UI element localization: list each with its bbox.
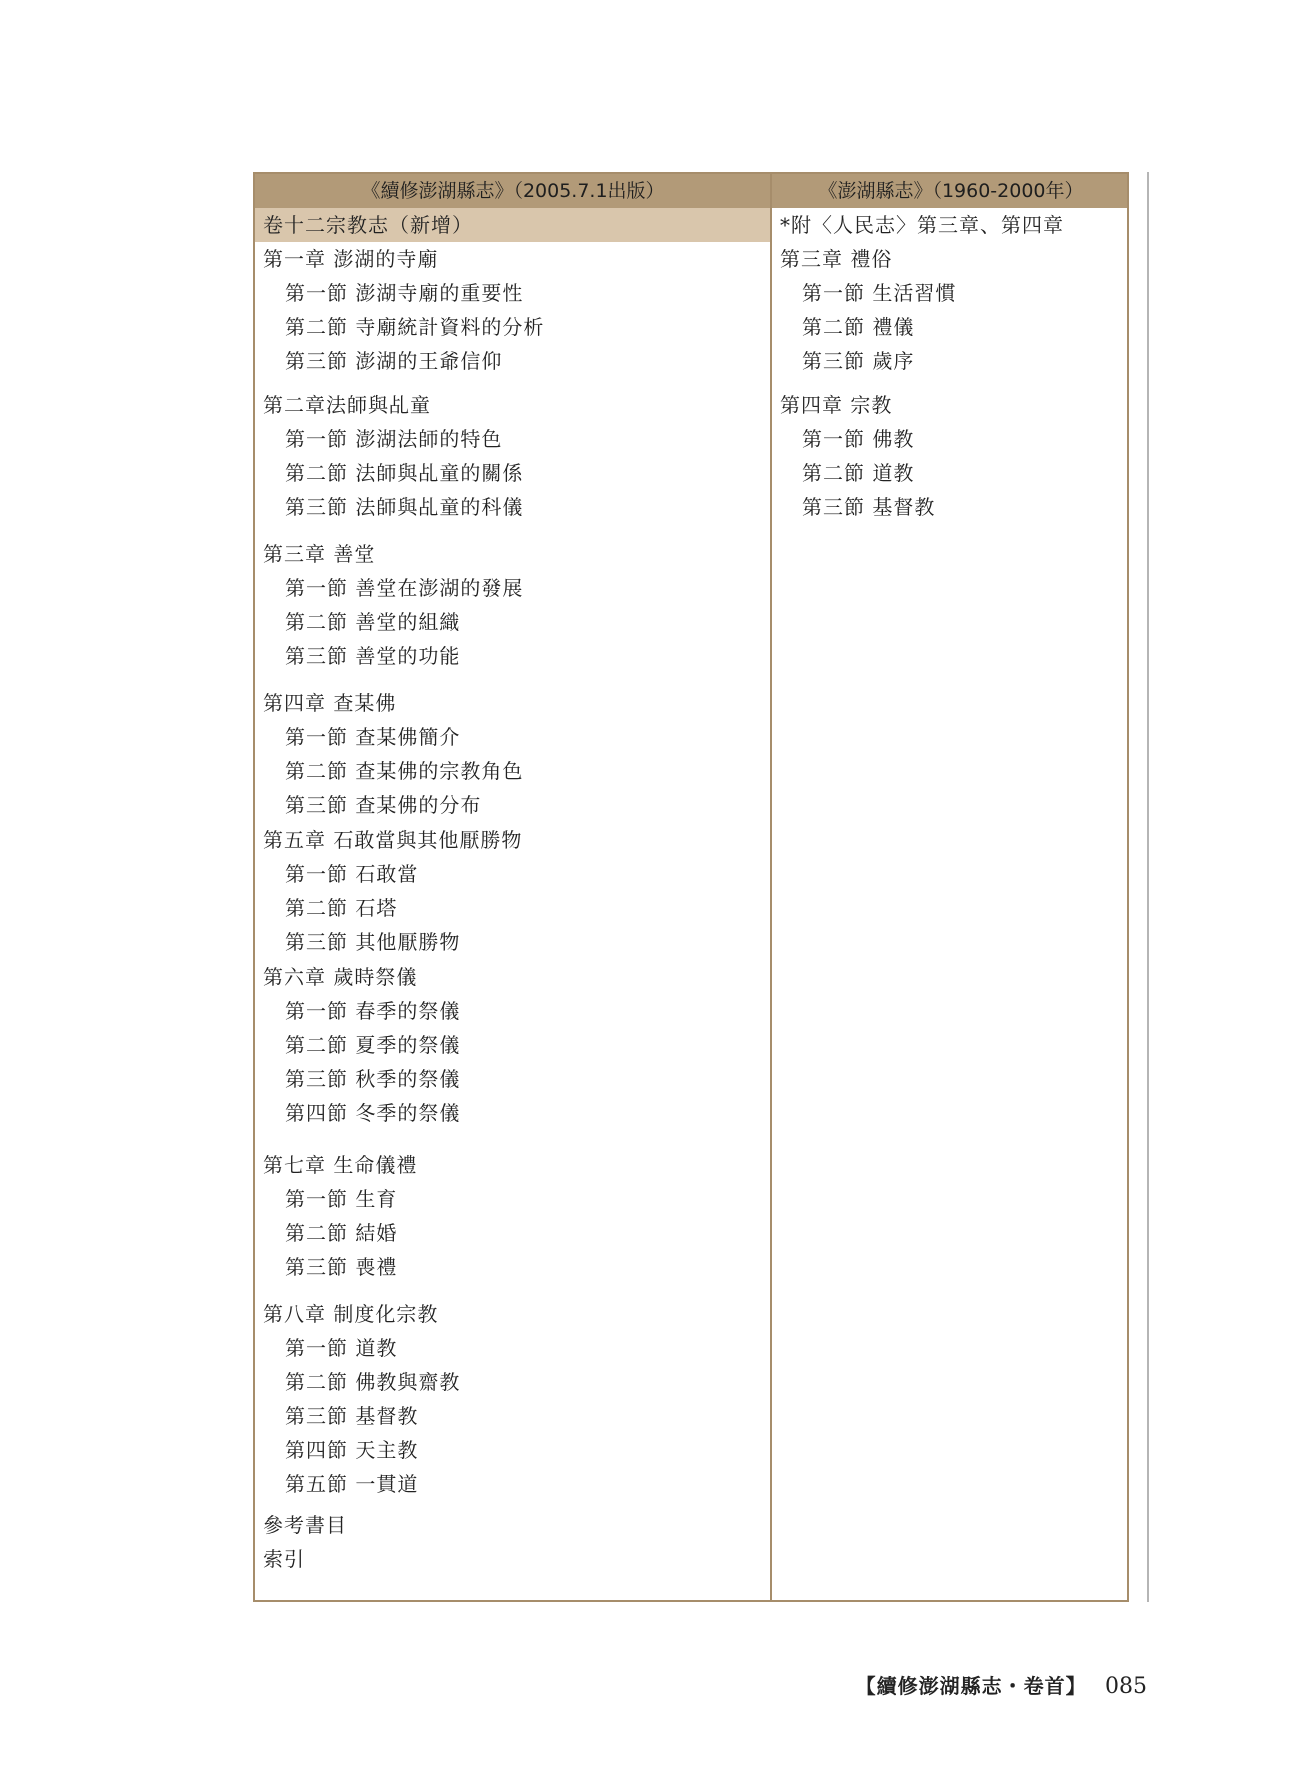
toc-new-section-item: 第一節 道教 [285, 1336, 398, 1360]
toc-new-chapter-item: 第七章 生命儀禮 [263, 1153, 418, 1177]
volume-title: 卷十二宗教志（新增） [263, 213, 473, 237]
toc-old-section-item: 第三節 歲序 [802, 349, 915, 373]
toc-new-section-item: 第一節 澎湖寺廟的重要性 [285, 281, 524, 305]
toc-new-section-item: 第二節 結婚 [285, 1221, 398, 1245]
toc-new-section-item: 第四節 天主教 [285, 1438, 419, 1462]
toc-new-section-item: 第三節 其他厭勝物 [285, 930, 461, 954]
comparison-table [253, 172, 1129, 1602]
volume-title-band [255, 208, 770, 242]
toc-new-section-item: 第一節 石敢當 [285, 862, 419, 886]
toc-new-section-item: 第二節 佛教與齋教 [285, 1370, 461, 1394]
header-new-edition: 《續修澎湖縣志》（2005.7.1出版） [361, 180, 665, 202]
toc-new-section-item: 第三節 善堂的功能 [285, 644, 461, 668]
page-number: 085 [1105, 1674, 1147, 1699]
page-edge-rule [1147, 172, 1149, 1602]
toc-new-section-item: 第一節 查某佛簡介 [285, 725, 461, 749]
toc-new-chapter-item: 第二章法師與乩童 [263, 393, 431, 417]
toc-new-section-item: 第二節 寺廟統計資料的分析 [285, 315, 545, 339]
toc-new-chapter-item: 第五章 石敢當與其他厭勝物 [263, 828, 523, 852]
toc-new-section-item: 第三節 基督教 [285, 1404, 419, 1428]
toc-new-section-item: 第五節 一貫道 [285, 1472, 419, 1496]
toc-new-chapter-item: 參考書目 [263, 1513, 347, 1537]
toc-old-section-item: 第二節 禮儀 [802, 315, 915, 339]
toc-new-section-item: 第二節 石塔 [285, 896, 398, 920]
running-title: 【續修澎湖縣志・卷首】 [855, 1674, 1087, 1698]
toc-new-section-item: 第三節 喪禮 [285, 1255, 398, 1279]
toc-old-section-item: 第二節 道教 [802, 461, 915, 485]
column-divider [770, 174, 772, 1600]
toc-new-chapter-item: 第八章 制度化宗教 [263, 1302, 439, 1326]
toc-old-section-item: 第一節 佛教 [802, 427, 915, 451]
toc-old-chapter-item: 第三章 禮俗 [780, 247, 893, 271]
toc-new-section-item: 第三節 秋季的祭儀 [285, 1067, 461, 1091]
toc-new-section-item: 第二節 善堂的組織 [285, 610, 461, 634]
toc-new-section-item: 第二節 夏季的祭儀 [285, 1033, 461, 1057]
toc-new-chapter-item: 第三章 善堂 [263, 542, 376, 566]
table-header-row [255, 174, 1127, 208]
toc-new-section-item: 第二節 查某佛的宗教角色 [285, 759, 524, 783]
toc-new-section-item: 第三節 澎湖的王爺信仰 [285, 349, 503, 373]
toc-old-chapter-item: *附〈人民志〉第三章、第四章 [780, 213, 1064, 237]
toc-new-chapter-item: 第六章 歲時祭儀 [263, 965, 418, 989]
toc-new-section-item: 第一節 澎湖法師的特色 [285, 427, 503, 451]
toc-old-section-item: 第一節 生活習慣 [802, 281, 957, 305]
toc-new-chapter-item: 第四章 查某佛 [263, 691, 397, 715]
toc-new-chapter-item: 索引 [263, 1547, 305, 1571]
toc-new-section-item: 第一節 善堂在澎湖的發展 [285, 576, 524, 600]
toc-old-section-item: 第三節 基督教 [802, 495, 936, 519]
toc-new-section-item: 第二節 法師與乩童的關係 [285, 461, 524, 485]
toc-old-chapter-item: 第四章 宗教 [780, 393, 893, 417]
header-old-edition: 《澎湖縣志》（1960-2000年） [818, 180, 1084, 202]
toc-new-section-item: 第一節 生育 [285, 1187, 398, 1211]
toc-new-section-item: 第三節 查某佛的分布 [285, 793, 482, 817]
toc-new-chapter-item: 第一章 澎湖的寺廟 [263, 247, 439, 271]
page-footer [856, 1670, 1147, 1699]
toc-new-section-item: 第三節 法師與乩童的科儀 [285, 495, 524, 519]
toc-new-section-item: 第四節 冬季的祭儀 [285, 1101, 461, 1125]
toc-new-section-item: 第一節 春季的祭儀 [285, 999, 461, 1023]
